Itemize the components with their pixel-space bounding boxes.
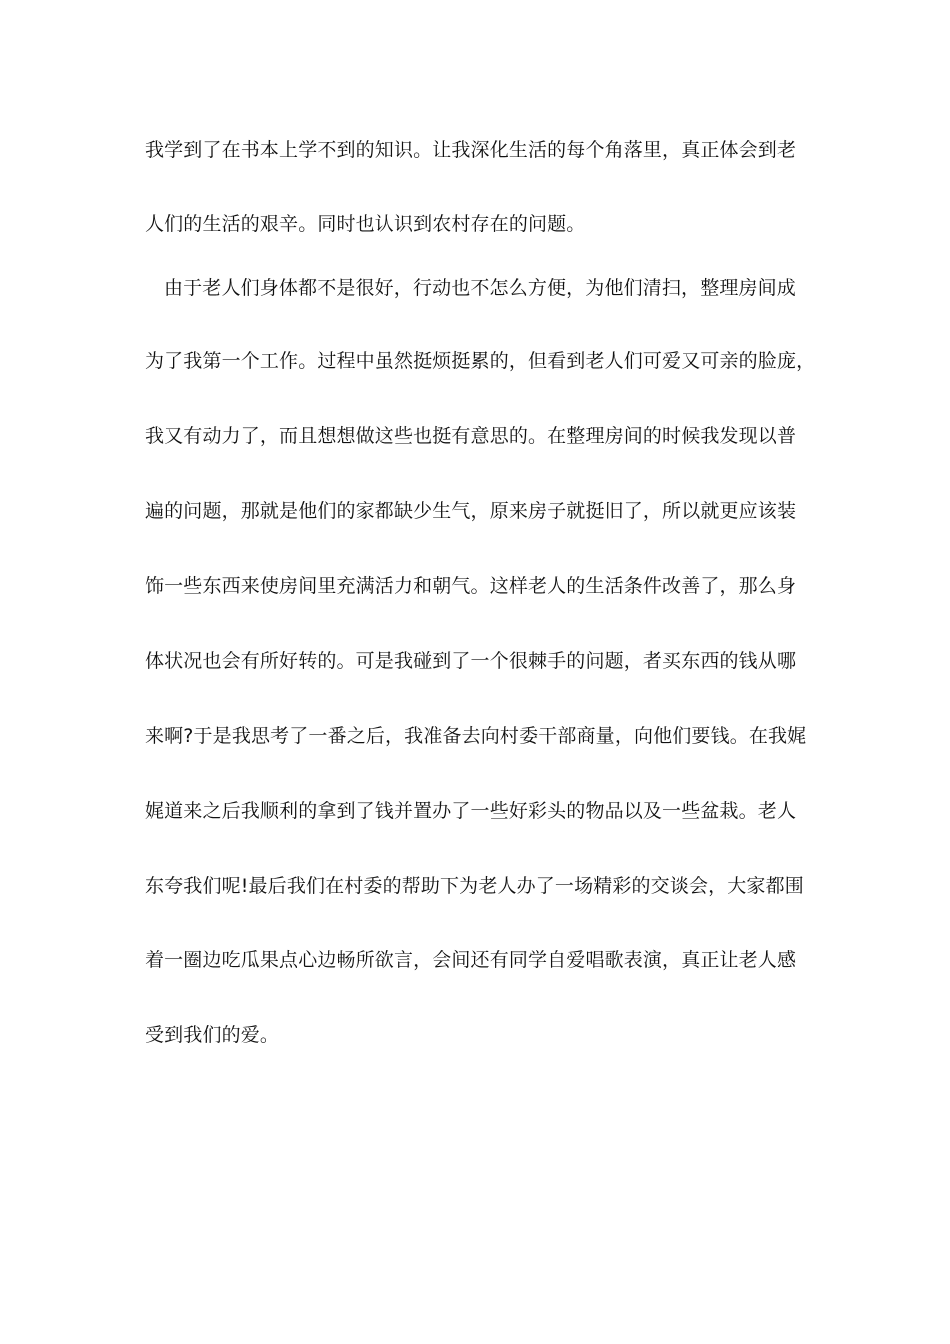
text-line-1: 我学到了在书本上学不到的知识。让我深化生活的每个角落里，真正体会到老 [145,139,797,161]
text-line-2: 人们的生活的艰辛。同时也认识到农村存在的问题。 [145,213,586,235]
text-line-12: 着一圈边吃瓜果点心边畅所欲言，会间还有同学自爱唱歌表演，真正让老人感 [145,949,797,971]
text-line-13: 受到我们的爱。 [145,1024,280,1046]
text-line-4: 为了我第一个工作。过程中虽然挺烦挺累的，但看到老人们可爱又可亲的脸庞， [145,350,816,372]
text-line-8: 体状况也会有所好转的。可是我碰到了一个很棘手的问题，者买东西的钱从哪 [145,650,797,672]
text-line-6: 遍的问题，那就是他们的家都缺少生气，原来房子就挺旧了，所以就更应该装 [145,500,797,522]
text-line-9: 来啊?于是我思考了一番之后，我准备去向村委干部商量，向他们要钱。在我娓 [145,725,807,747]
text-line-7: 饰一些东西来使房间里充满活力和朝气。这样老人的生活条件改善了，那么身 [145,575,797,597]
text-line-10: 娓道来之后我顺利的拿到了钱并置办了一些好彩头的物品以及一些盆栽。老人 [145,800,797,822]
text-line-11: 东夸我们呢!最后我们在村委的帮助下为老人办了一场精彩的交谈会，大家都围 [145,875,804,897]
text-line-3: 由于老人们身体都不是很好，行动也不怎么方便，为他们清扫，整理房间成 [164,277,796,299]
text-line-5: 我又有动力了，而且想想做这些也挺有意思的。在整理房间的时候我发现以普 [145,425,797,447]
